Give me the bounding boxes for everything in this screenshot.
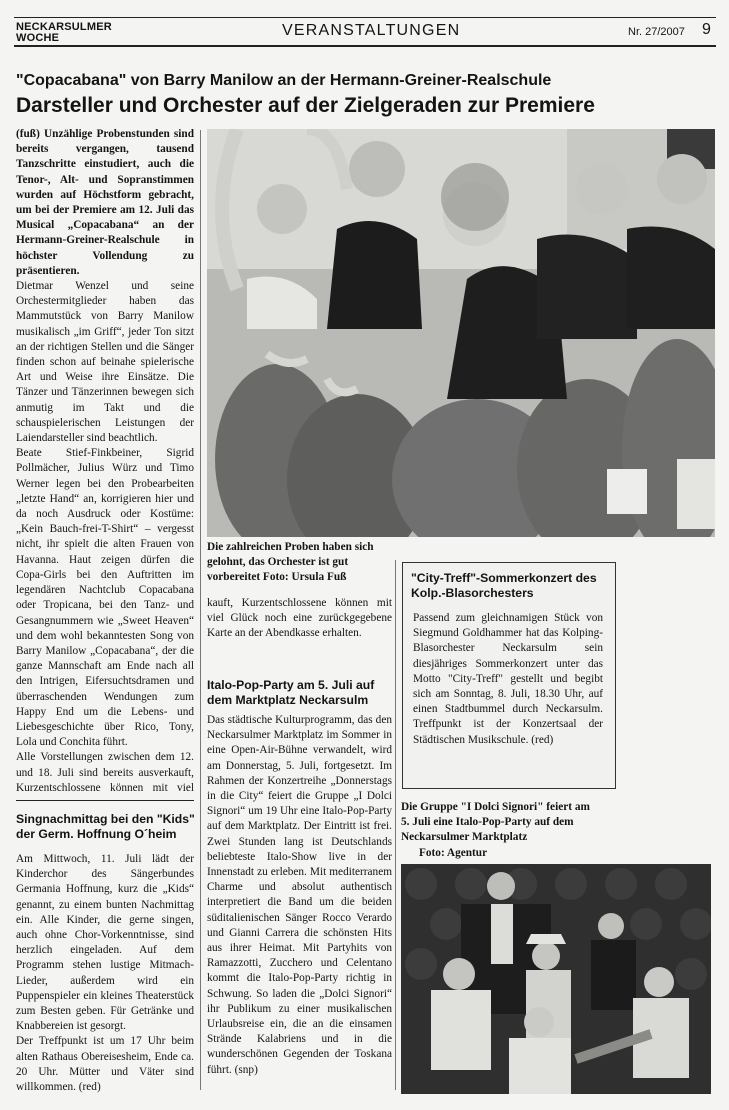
issue-number: Nr. 27/2007 [628, 26, 685, 38]
header-rule [14, 45, 716, 47]
italo-article-headline: Italo-Pop-Party am 5. Juli auf dem Marktplatz Neckarsulm [207, 678, 375, 707]
lead-article-continuation [207, 596, 392, 656]
kids-article-paragraph: Der Treffpunkt ist um 17 Uhr beim alten Rathaus Obereisesheim, Ende ca. 20 Uhr. Mütter und Väter sind willkommen. (red) [16, 1035, 194, 1094]
rehearsal-photo-caption: Die zahlreichen Proben haben sich gelohnt, das Orchester ist gut vorbereitet Foto: Ursula Fuß [207, 541, 374, 584]
kids-article-column [16, 852, 194, 1094]
continuation-text: kauft, Kurzentschlossene können mit viel Glück noch eine zurückgegebene Karte an der Abendkasse erhalten. [207, 597, 392, 640]
article-kicker: "Copacabana" von Barry Manilow an der Hermann-Greiner-Realschule [16, 72, 552, 89]
kids-article-paragraph: Am Mittwoch, 11. Juli lädt der Kinderchor des Sängerbundes Germania Hoffnung, kurz die „Kids“ genannt, zu einem bunten Nachmittag ein. Alle Kinder, die gerne singen, auch ohne Chor-Vorkenntnisse, sind herzlich eingeladen. Auf dem Programm stehen lustige Mitmach-Lieder, außerdem wird ein Puppenspieler ein kleines Theaterstück zum Besten geben. Für Getränke und Knabbereien ist gesorgt. [16, 853, 194, 1033]
band-photo-caption [401, 800, 591, 861]
rehearsal-photo [207, 129, 715, 537]
section-divider [16, 800, 194, 801]
italo-article-column [207, 713, 392, 1093]
page-number: 9 [702, 21, 711, 38]
kids-article-headline: Singnachmittag bei den "Kids" der Germ. Hoffnung O´heim [16, 812, 195, 841]
italo-article-body: Das städtische Kulturprogramm, das den Neckarsulmer Marktplatz im Sommer in eine Open-Air-Bühne verwandelt, wird am Donnerstag, 5. Juli, fortgesetzt. Im Rahmen der Konzertreihe „Donnerstags in die City“ feiert die Gruppe „I Dolci Signori“ um 19 Uhr eine Italo-Pop-Party auf dem Marktplatz. Der Eintritt ist frei. Zwei Stunden lang ist Deutschlands beliebteste Italo-Show live in der Innenstadt zu erleben. Mit mediterranem Charme und absolut authentisch interpretiert die Band um die beiden süditalienischen Sänger Rocco Verardo und Gianni Carrera die schönsten Hits aus ihrer Heimat. Mit Partyhits von Ramazzotti, Zucchero und Celentano kommt die Italo-Pop-Party richtig in Schwung. So laden die „Dolci Signori“ ihr Publikum zu einer musikalischen Urlaubsreise ein, die an die einsamen Strände Kalabriens und in die wunderschönen Gegenden der Toskana führt. (snp) [207, 714, 392, 1076]
lead-article-paragraph: Dietmar Wenzel und seine Orchestermitglieder haben das Mammutstück von Barry Manilow musikalisch „im Griff“, jeder Ton sitzt an der richtigen Stellen und die Sänger finden schon auf beinahe spielerische Art und Weise ihre Einsätze. Die Tänzer und Tänzerinnen bewegen sich anmutig im Takt und die schauspielerischen Leistungen der Laiendarsteller sind beachtlich. [16, 280, 194, 445]
publication-name [16, 22, 112, 44]
publication-name-line1: NECKARSULMER [16, 21, 112, 33]
publication-name-line2: WOCHE [16, 32, 60, 44]
band-photo [401, 864, 711, 1094]
city-treff-box [402, 562, 616, 789]
lead-article-paragraph: Beate Stief-Finkbeiner, Sigrid Pollmächer, Julius Würz und Timo Werner legen bei den Probearbeiten „letzte Hand“ an, korrigieren hier und da noch Ausdruck oder Kostüme: „Kein Bauch-frei-T-Shirt“ – vergesst nicht, ihr spielt die alten Frauen von Havanna. Haut zeigen dürfen die Copa-Girls bei den Auftritten im legendären Nachtclub Copacabana oder Tropicana, bei den Tanz- und Gesangnummern wie „Sweet Heaven“ und dem wohl bekanntesten Song von Barry Manilow „Copacabana“, der die ganze Mannschaft am Ende nach all den Intrigen, Eifersuchtsdramen und überraschenden Wendungen zum Happy End um die Lebens- und Liebesgeschichte über Rico, Tony, Lola und Conchita führt. [16, 447, 194, 749]
section-title: VERANSTALTUNGEN [282, 22, 461, 39]
city-treff-body: Passend zum gleichnamigen Stück von Siegmund Goldhammer hat das Kolping-Blasorchester Neckarsulm sein diesjähriges Sommerkonzert unter das Motto "City-Treff" gestellt und begibt sich am Sonntag, 8. Juli, 18.30 Uhr, auf einen Stadtbummel durch Neckarsulm. Treffpunkt ist der Konzertsaal der Städtischen Musikschule. (red) [413, 612, 603, 746]
article-headline: Darsteller und Orchester auf der Zielgeraden zur Premiere [16, 94, 595, 117]
lead-article-intro: (fuß) Unzählige Probenstunden sind bereits vergangen, tausend Tanzschritte einstudiert, auch die Tenor-, Alt- und Sopranstimmen wurden auf Höchstform gebracht, um bei der Premiere am 12. Juli das Musical „Copacabana“ an der Hermann-Greiner-Realschule in höchster Vollendung zu präsentieren. [16, 128, 194, 277]
band-photo-caption-text: Die Gruppe "I Dolci Signori" feiert am 5. Juli eine Italo-Pop-Party auf dem Neckarsulmer Marktplatz [401, 801, 590, 844]
column-separator [200, 130, 201, 1090]
column-separator [395, 560, 396, 1090]
band-photo-credit: Foto: Agentur [419, 846, 488, 859]
header-top-rule [14, 17, 716, 18]
lead-article-column [16, 127, 194, 794]
lead-article-paragraph: Alle Vorstellungen zwischen dem 12. und 18. Juli sind bereits ausverkauft, Kurzentschlossene können mit viel [16, 751, 194, 794]
city-treff-headline: "City-Treff"-Sommerkonzert des Kolp.-Blasorchesters [411, 571, 597, 600]
